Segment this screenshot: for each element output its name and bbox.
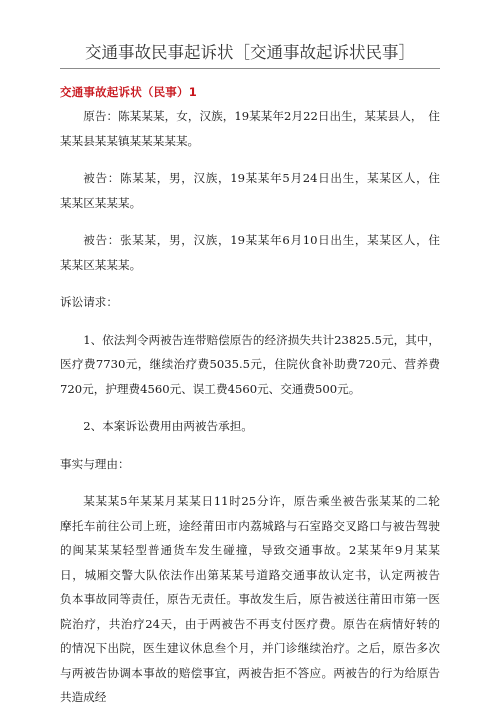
document-title: 交通事故民事起诉状［交通事故起诉状民事］ (85, 43, 415, 62)
facts-paragraph: 某某某5年某某月某某日11时25分许，原告乘坐被告张某某的二轮 摩托车前往公司上班，途经莆田市内荔城路与石室路交叉路口与被告驾驶 的闽某某某轻型普通货车发生碰撞，导致交通事故。2某某年9月某某 日，城厢交警大队依法作出第某某号道路交通事故认定书，认定两被告 负本事故同等责任，原告无责任。事故发生后，原告被送往莆田市第一医 院治疗，共治疗24天，由于两被告不再支付医疗费。原告在病情好转的 的情况下出院，医生建议休息叁个月，并门诊继续治疗。之后，原告多次 与两被告协调本事故的赔偿事宜，两被告拒不答应。两被告的行为给原告 共造成经 (60, 494, 452, 704)
claims-heading: 诉讼请求： (60, 295, 118, 309)
defendant-1-paragraph: 被告：陈某某，男，汉族，19某某年5月24日出生，某某区人，住 某某区某某某。 (60, 171, 452, 210)
document-body (60, 104, 452, 723)
facts-heading: 事实与理由： (60, 456, 130, 471)
claim-1-paragraph: 1、依法判令两被告连带赔偿原告的经济损失共计23825.5元，其中，医疗费7730元，继续治疗费5035.5元，住院伙食补助费720元、营养费 720元，护理费4560元、误工费4560元、交通费500元。 (60, 332, 452, 396)
defendant-2-paragraph: 被告：张某某，男，汉族，19某某年6月10日出生，某某区人，住 某某区某某某。 (60, 233, 452, 272)
section-heading: 交通事故起诉状（民事）1 (60, 85, 197, 99)
plaintiff-paragraph: 原告：陈某某某，女，汉族，19某某年2月22日出生，某某县人， 住某某县某某镇某某某某某。 (60, 109, 440, 148)
claim-2-paragraph: 2、本案诉讼费用由两被告承担。 (83, 419, 253, 433)
title-divider (60, 68, 440, 69)
